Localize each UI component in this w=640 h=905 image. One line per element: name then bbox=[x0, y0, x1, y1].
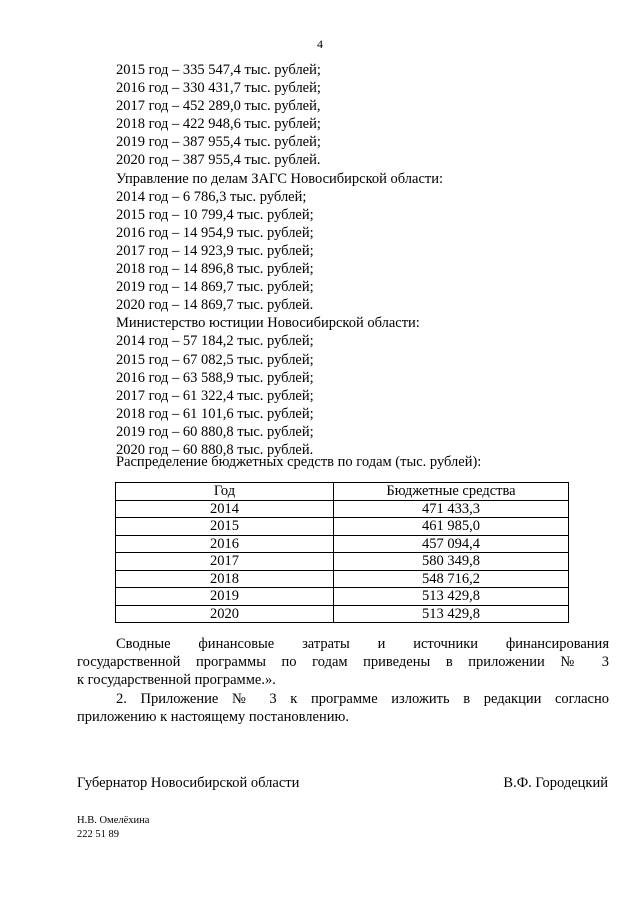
table-row bbox=[116, 588, 569, 606]
table-row bbox=[116, 553, 569, 571]
table-cell-year: 2014 bbox=[116, 500, 334, 518]
table-row bbox=[116, 518, 569, 536]
list-item: 2017 год – 452 289,0 тыс. рублей, bbox=[116, 98, 321, 115]
list-item: 2015 год – 67 082,5 тыс. рублей; bbox=[116, 351, 314, 368]
executor-phone: 222 51 89 bbox=[77, 829, 119, 840]
list-item: 2020 год – 60 880,8 тыс. рублей. bbox=[116, 441, 314, 458]
paragraph-line: к государственной программе.». bbox=[77, 672, 276, 689]
paragraph-line: 2. Приложение № 3 к программе изложить в редакции согласно bbox=[116, 691, 609, 707]
executor-name: Н.В. Омелёхина bbox=[77, 815, 150, 826]
list-heading: Управление по делам ЗАГС Новосибирской области: bbox=[116, 170, 444, 187]
list-item: 2019 год – 60 880,8 тыс. рублей; bbox=[116, 423, 314, 440]
table-cell-year: 2020 bbox=[116, 605, 334, 623]
table-cell-amount: 461 985,0 bbox=[334, 518, 569, 536]
summary-paragraph bbox=[77, 635, 609, 690]
list-item: 2018 год – 422 948,6 тыс. рублей; bbox=[116, 116, 321, 133]
column-header-funds: Бюджетные средства bbox=[334, 483, 569, 501]
paragraph-line: Сводные финансовые затраты и источники финансирования bbox=[116, 636, 609, 652]
amendment-paragraph bbox=[77, 690, 609, 726]
list-item: 2015 год – 10 799,4 тыс. рублей; bbox=[116, 206, 314, 223]
table-row bbox=[116, 535, 569, 553]
list-item: 2014 год – 57 184,2 тыс. рублей; bbox=[116, 333, 314, 350]
table-cell-year: 2016 bbox=[116, 535, 334, 553]
table-row bbox=[116, 570, 569, 588]
table-cell-amount: 580 349,8 bbox=[334, 553, 569, 571]
list-item: 2019 год – 14 869,7 тыс. рублей; bbox=[116, 279, 314, 296]
list-item: 2018 год – 61 101,6 тыс. рублей; bbox=[116, 405, 314, 422]
table-cell-year: 2017 bbox=[116, 553, 334, 571]
list-item: 2017 год – 14 923,9 тыс. рублей; bbox=[116, 242, 314, 259]
list-item: 2016 год – 63 588,9 тыс. рублей; bbox=[116, 369, 314, 386]
budget-table bbox=[115, 482, 569, 623]
column-header-year: Год bbox=[116, 483, 334, 501]
funding-list bbox=[116, 61, 443, 459]
distribution-title: Распределение бюджетных средств по годам (тыс. рублей): bbox=[116, 454, 482, 470]
table-cell-year: 2015 bbox=[116, 518, 334, 536]
page-number: 4 bbox=[317, 37, 323, 51]
paragraph-line: приложению к настоящему постановлению. bbox=[77, 709, 349, 726]
list-heading: Министерство юстиции Новосибирской области: bbox=[116, 315, 420, 332]
list-item: 2015 год – 335 547,4 тыс. рублей; bbox=[116, 62, 321, 78]
table-cell-year: 2018 bbox=[116, 570, 334, 588]
list-item: 2020 год – 387 955,4 тыс. рублей. bbox=[116, 152, 321, 169]
list-item: 2018 год – 14 896,8 тыс. рублей; bbox=[116, 261, 314, 278]
list-item: 2020 год – 14 869,7 тыс. рублей. bbox=[116, 297, 314, 314]
list-item: 2016 год – 330 431,7 тыс. рублей; bbox=[116, 80, 321, 97]
table-row bbox=[116, 605, 569, 623]
table-cell-amount: 513 429,8 bbox=[334, 588, 569, 606]
list-item: 2014 год – 6 786,3 тыс. рублей; bbox=[116, 188, 307, 205]
table-header-row bbox=[116, 483, 569, 501]
list-item: 2016 год – 14 954,9 тыс. рублей; bbox=[116, 224, 314, 241]
signatory-title: Губернатор Новосибирской области bbox=[77, 775, 300, 791]
signatory-name: В.Ф. Городецкий bbox=[503, 775, 608, 791]
table-cell-amount: 513 429,8 bbox=[334, 605, 569, 623]
paragraph-line: государственной программы по годам приведены в приложении № 3 bbox=[77, 654, 609, 671]
list-item: 2019 год – 387 955,4 тыс. рублей; bbox=[116, 134, 321, 151]
table-cell-amount: 457 094,4 bbox=[334, 535, 569, 553]
table-cell-amount: 471 433,3 bbox=[334, 500, 569, 518]
table-cell-amount: 548 716,2 bbox=[334, 570, 569, 588]
table-row bbox=[116, 500, 569, 518]
list-item: 2017 год – 61 322,4 тыс. рублей; bbox=[116, 387, 314, 404]
table-cell-year: 2019 bbox=[116, 588, 334, 606]
